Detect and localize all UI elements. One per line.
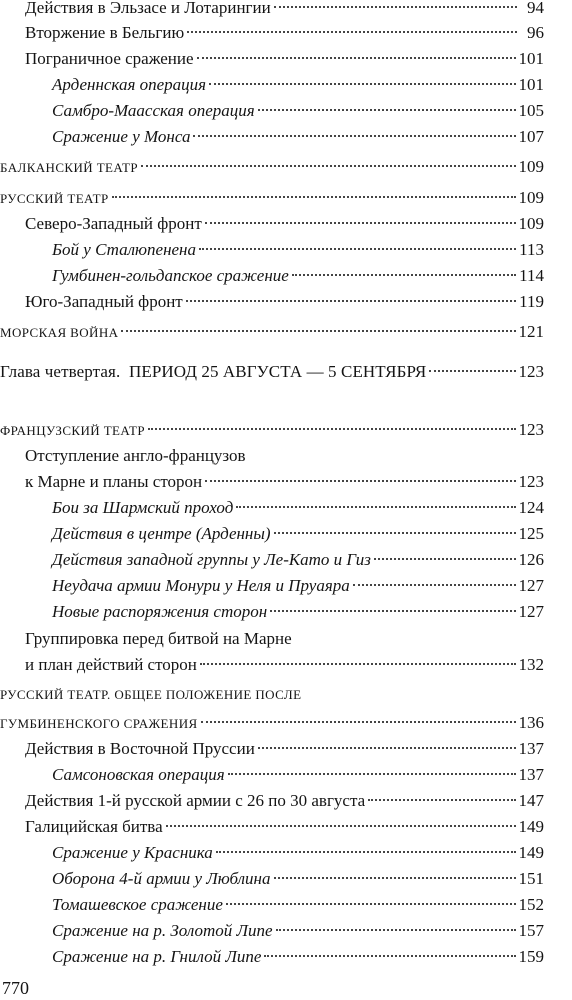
toc-entry-title: Действия в Эльзасе и Лотарингии	[25, 0, 271, 17]
dot-leader	[374, 558, 516, 560]
toc-entry-title: к Марне и планы сторон	[25, 472, 203, 491]
toc-entry-title: Вторжение в Бельгию	[25, 23, 185, 42]
dot-leader	[141, 165, 515, 167]
toc-entry-page: 157	[518, 921, 544, 940]
toc-entry-page: 126	[518, 550, 544, 569]
dot-leader	[166, 825, 516, 827]
toc-entry-title: Томашевское сражение	[52, 895, 223, 914]
dot-leader	[270, 610, 515, 612]
toc-entry-page: 119	[519, 292, 544, 311]
dot-leader	[209, 83, 515, 85]
dot-leader	[187, 31, 517, 33]
toc-entry-title: Действия в центре (Арденны)	[52, 524, 271, 543]
toc-entry-page: 123	[518, 472, 544, 491]
dot-leader	[264, 955, 515, 957]
toc-entry-title: Сражение на р. Золотой Липе	[52, 921, 273, 940]
toc-entry	[25, 287, 544, 317]
toc-entry-page: 107	[518, 127, 544, 146]
dot-leader	[201, 721, 516, 723]
toc-entry-page: 149	[518, 843, 544, 862]
dot-leader	[226, 903, 516, 905]
toc-entry-line1: Группировка перед битвой на Марне	[25, 629, 292, 648]
page-number: 770	[2, 978, 29, 998]
toc-entry-title: Неудача армии Монури у Неля и Пруаяра	[52, 576, 350, 595]
toc-entry-page: 113	[519, 240, 544, 259]
toc-entry-title: Бои за Шармский проход	[52, 498, 234, 517]
toc-entry-page: 127	[518, 602, 544, 621]
toc-entry-page: 94	[527, 0, 544, 17]
dot-leader	[193, 135, 515, 137]
toc-entry	[52, 597, 544, 627]
toc-entry-title: Сражение у Красника	[52, 843, 213, 862]
toc-entry-page: 109	[518, 157, 544, 176]
toc-entry	[52, 942, 544, 972]
toc-entry	[52, 122, 544, 152]
toc-entry-title: Гумбинен-гольдапское сражение	[52, 266, 289, 285]
toc-entry-title: Глава четвертая. ПЕРИОД 25 АВГУСТА — 5 СЕНТЯБРЯ	[0, 362, 427, 381]
dot-leader	[148, 428, 515, 430]
dot-leader	[197, 57, 516, 59]
dot-leader	[258, 747, 516, 749]
toc-entry-page: 136	[518, 713, 544, 732]
toc-entry-title: Действия западной группы у Ле-Като и Гиз	[52, 550, 371, 569]
dot-leader	[429, 370, 515, 372]
dot-leader	[112, 196, 516, 198]
dot-leader	[199, 248, 516, 250]
toc-entry-page: 151	[518, 869, 544, 888]
dot-leader	[186, 300, 516, 302]
dot-leader	[258, 109, 516, 111]
toc-entry-title: Действия 1-й русской армии с 26 по 30 августа	[25, 791, 366, 810]
dot-leader	[368, 799, 515, 801]
toc-entry-title: ФРАНЦУЗСКИЙ ТЕАТР	[0, 423, 146, 438]
dot-leader	[276, 929, 516, 931]
toc-entry-title: и план действий сторон	[25, 655, 197, 674]
toc-entry-page: 121	[518, 322, 544, 341]
toc-entry-page: 149	[518, 817, 544, 836]
toc-entry-page: 159	[518, 947, 544, 966]
toc-section-heading	[0, 317, 544, 347]
toc-entry-title: Самсоновская операция	[52, 765, 225, 784]
toc-chapter-heading	[0, 357, 544, 387]
toc-entry-page: 105	[518, 101, 544, 120]
toc-entry-title: Сражение на р. Гнилой Липе	[52, 947, 262, 966]
dot-leader	[274, 532, 516, 534]
toc-section-heading-line1: РУССКИЙ ТЕАТР. ОБЩЕЕ ПОЛОЖЕНИЕ ПОСЛЕ	[0, 687, 302, 702]
toc-entry-page: 123	[518, 420, 544, 439]
toc-entry-page: 109	[518, 188, 544, 207]
toc-entry-page: 137	[518, 739, 544, 758]
toc-section-heading	[0, 152, 544, 182]
toc-entry-title: Самбро-Маасская операция	[52, 101, 255, 120]
dot-leader	[205, 222, 516, 224]
toc-entry-page: 114	[519, 266, 544, 285]
toc-entry-page: 123	[518, 362, 544, 381]
toc-entry-title: Новые распоряжения сторон	[52, 602, 268, 621]
dot-leader	[216, 851, 516, 853]
toc-entry-page: 137	[518, 765, 544, 784]
toc-entry-page: 124	[518, 498, 544, 517]
toc-entry-title: Сражение у Монса	[52, 127, 191, 146]
toc-entry-page: 127	[518, 576, 544, 595]
dot-leader	[228, 773, 516, 775]
toc-entry-page: 101	[518, 75, 544, 94]
toc-entry-title: Арденнская операция	[52, 75, 207, 94]
toc-entry-page: 96	[527, 23, 544, 42]
dot-leader	[121, 330, 515, 332]
toc-entry-title: ГУМБИНЕНСКОГО СРАЖЕНИЯ	[0, 716, 198, 731]
dot-leader	[200, 663, 516, 665]
dot-leader	[353, 584, 516, 586]
toc-entry-page: 101	[518, 49, 544, 68]
toc-entry-title: Северо-Западный фронт	[25, 214, 202, 233]
toc-entry-page: 152	[518, 895, 544, 914]
toc-entry-page: 109	[518, 214, 544, 233]
toc-entry-title: Оборона 4-й армии у Люблина	[52, 869, 271, 888]
dot-leader	[274, 877, 516, 879]
toc-entry-page: 132	[518, 655, 544, 674]
toc-entry-page: 125	[518, 524, 544, 543]
toc-entry-title: Пограничное сражение	[25, 49, 194, 68]
toc-entry-title: Действия в Восточной Пруссии	[25, 739, 255, 758]
dot-leader	[292, 274, 516, 276]
toc-entry-title: БАЛКАНСКИЙ ТЕАТР	[0, 160, 139, 175]
toc-entry-title: Бой у Сталюпенена	[52, 240, 196, 259]
toc-entry-page: 147	[518, 791, 544, 810]
toc-entry-title: Галицийская битва	[25, 817, 163, 836]
toc-entry-title: РУССКИЙ ТЕАТР	[0, 191, 109, 206]
dot-leader	[205, 480, 515, 482]
dot-leader	[274, 6, 517, 8]
toc-entry	[25, 650, 544, 680]
toc-entry-title: Юго-Западный фронт	[25, 292, 183, 311]
dot-leader	[236, 506, 515, 508]
toc-entry-title: МОРСКАЯ ВОЙНА	[0, 325, 119, 340]
toc-entry-line1: Отступление англо-французов	[25, 446, 246, 465]
